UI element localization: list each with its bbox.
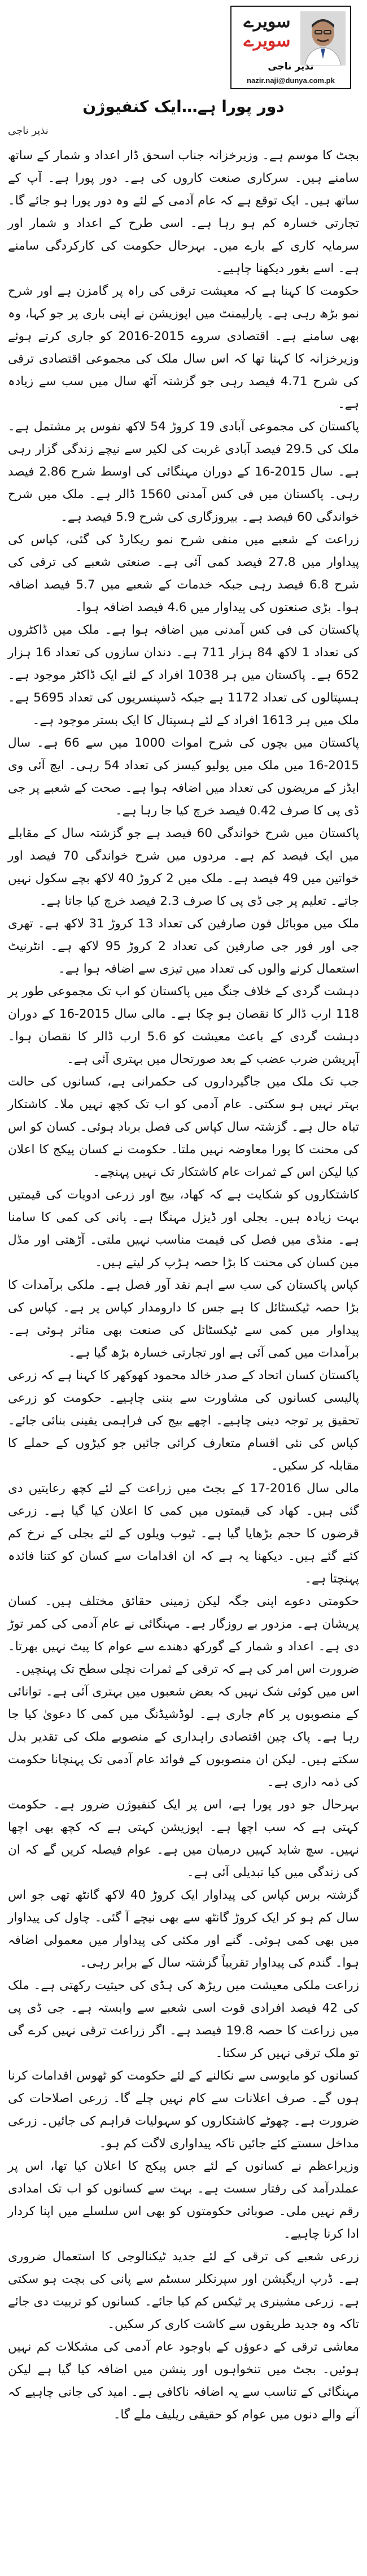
article-paragraph: معاشی ترقی کے دعوؤں کے باوجود عام آدمی کی مشکلات کم نہیں ہوئیں۔ بجٹ میں تنخواہوں اور پنشن میں اضافہ کیا گیا ہے لیکن مہنگائی کے تناسب سے یہ اضافہ ناکافی ہے۔ امید کی جانی چاہیے کہ آنے والے دنوں میں عوام کو حقیقی ریلیف ملے گا۔ <box>8 2340 359 2422</box>
article-paragraph: وزیراعظم نے کسانوں کے لئے جس پیکج کا اعلان کیا تھا، اس پر عملدرآمد کی رفتار سست ہے۔ بہت سے کسانوں کو اب تک امدادی رقم نہیں ملی۔ صوبائی حکومتوں کو بھی اس سلسلے میں اپنا کردار ادا کرنا چاہیے۔ <box>8 2159 359 2241</box>
article-paragraph: کپاس پاکستان کی سب سے اہم نقد آور فصل ہے۔ ملکی برآمدات کا بڑا حصہ ٹیکسٹائل کا ہے جس کا دارومدار کپاس پر ہے۔ کپاس کی پیداوار میں کمی سے ٹیکسٹائل کی صنعت بھی متاثر ہوئی ہے۔ برآمدات میں کمی آئی ہے اور تجارتی خسارہ بڑھ گیا ہے۔ <box>8 1278 359 1360</box>
author-portrait-icon <box>300 11 346 66</box>
article-paragraph: زراعت کے شعبے میں منفی شرح نمو ریکارڈ کی گئی، کپاس کی پیداوار میں 27.8 فیصد کمی آئی ہے۔ صنعتی شعبے کی ترقی کی شرح 6.8 فیصد رہی جبکہ خدمات کے شعبے میں 5.7 فیصد اضافہ ہوا۔ بڑی صنعتوں کی پیداوار میں 4.6 فیصد اضافہ ہوا۔ <box>8 533 360 614</box>
author-name: نذیر ناجی <box>268 61 314 72</box>
article-paragraph: گزشتہ برس کپاس کی پیداوار ایک کروڑ 40 لاکھ گانٹھ تھی جو اس سال کم ہو کر ایک کروڑ گانٹھ سے بھی نیچے آ گئی۔ چاول کی پیداوار میں بھی کمی ہوئی۔ گنے اور مکئی کی پیداوار میں معمولی اضافہ ہوا۔ گندم کی پیداوار تقریباً گزشتہ سال کے برابر رہی۔ <box>8 1888 359 1970</box>
article-paragraph: پاکستان میں شرح خواندگی 60 فیصد ہے جو گزشتہ سال کے مقابلے میں ایک فیصد کم ہے۔ مردوں میں شرح خواندگی 70 فیصد اور خواتین میں 49 فیصد ہے۔ ملک میں 2 کروڑ 40 لاکھ بچے سکول نہیں جاتے۔ تعلیم پر جی ڈی پی کا صرف 2.3 فیصد خرچ کیا جاتا ہے۔ <box>8 826 359 908</box>
article-paragraph: زراعت ملکی معیشت میں ریڑھ کی ہڈی کی حیثیت رکھتی ہے۔ ملک کی 42 فیصد افرادی قوت اسی شعبے سے وابستہ ہے۔ جی ڈی پی میں زراعت کا حصہ 19.8 فیصد ہے۔ اگر زراعت ترقی نہیں کرے گی تو ملک ترقی نہیں کر سکتا۔ <box>8 1978 359 2060</box>
article-paragraph: جب تک ملک میں جاگیرداروں کی حکمرانی ہے، کسانوں کی حالت بہتر نہیں ہو سکتی۔ عام آدمی کو اب تک کچھ نہیں ملا۔ کاشتکار تباہ حال ہے۔ گزشتہ سال کپاس کی فصل برباد ہوئی۔ کسان کو اس کی محنت کا پورا معاوضہ نہیں ملتا۔ حکومت نے کسان پیکج کا اعلان کیا لیکن اس کے ثمرات عام کاشتکار تک نہیں پہنچے۔ <box>8 1075 359 1179</box>
column-logo <box>236 12 298 58</box>
article-paragraph: پاکستان کی فی کس آمدنی میں اضافہ ہوا ہے۔ ملک میں ڈاکٹروں کی تعداد 1 لاکھ 84 ہزار 711 ہے۔ دندان سازوں کی تعداد 16 ہزار 652 ہے۔ پاکستان میں ہر 1038 افراد کے لئے ایک ڈاکٹر موجود ہے۔ ہسپتالوں کی تعداد 1172 ہے جبکہ ڈسپنسریوں کی تعداد 5695 ہے۔ ملک میں ہر 1613 افراد کے لئے ہسپتال کا ایک بستر موجود ہے۔ <box>8 623 359 727</box>
article-paragraph: پاکستان میں بچوں کی شرح اموات 1000 میں سے 66 ہے۔ سال 2015-16 میں ملک میں پولیو کیسز کی تعداد 54 رہی۔ ایچ آئی وی ایڈز کے مریضوں کی تعداد میں اضافہ ہوا ہے۔ صحت کے شعبے پر جی ڈی پی کا صرف 0.42 فیصد خرچ کیا جا رہا ہے۔ <box>8 736 360 818</box>
column-header <box>8 6 359 90</box>
article-paragraph: حکومت کا کہنا ہے کہ معیشت ترقی کی راہ پر گامزن ہے اور شرح نمو بڑھ رہی ہے۔ پارلیمنٹ میں اپوزیشن نے اپنی باری پر جو کہا، وہ بھی سامنے ہے۔ اقتصادی سروے 2015-2016 کو جاری کرتے ہوئے وزیرخزانہ کا کہنا تھا کہ اس سال ملک کی مجموعی اقتصادی ترقی کی شرح 4.71 فیصد رہی جو گزشتہ آٹھ سال میں سب سے زیادہ ہے۔ <box>8 284 360 411</box>
author-photo <box>300 11 346 66</box>
author-block <box>230 6 351 89</box>
article-paragraph: کسانوں کو مایوسی سے نکالنے کے لئے حکومت کو ٹھوس اقدامات کرنا ہوں گے۔ صرف اعلانات سے کام نہیں چلے گا۔ زرعی اصلاحات کی ضرورت ہے۔ چھوٹے کاشتکاروں کو سہولیات فراہم کی جائیں۔ زرعی مداخل سستے کئے جائیں تاکہ پیداواری لاگت کم ہو۔ <box>8 2069 359 2151</box>
article-paragraph: ملک میں موبائل فون صارفین کی تعداد 13 کروڑ 31 لاکھ ہے۔ تھری جی اور فور جی صارفین کی تعداد 2 کروڑ 95 لاکھ ہے۔ انٹرنیٹ استعمال کرنے والوں کی تعداد میں تیزی سے اضافہ ہوا ہے۔ <box>8 917 359 976</box>
author-email: nazir.naji@dunya.com.pk <box>247 76 335 85</box>
article-paragraph: بجٹ کا موسم ہے۔ وزیرخزانہ جناب اسحق ڈار اعداد و شمار کے ساتھ سامنے ہیں۔ سرکاری صنعت کاروں کی ہے۔ دور پورا ہے۔ آپ کے ساتھ ہیں۔ ایک توقع ہے کہ عام آدمی کے لئے وہ دور پورا ہو جائے گا۔ تجارتی خسارہ کم ہو رہا ہے۔ اسی طرح کے اعداد و شمار اور سرمایہ کاری کے بارے میں۔ بہرحال حکومت کی کارکردگی سامنے ہے۔ اسے بغور دیکھنا چاہیے۔ <box>8 149 359 276</box>
article-paragraph: پاکستان کسان اتحاد کے صدر خالد محمود کھوکھر کا کہنا ہے کہ زرعی پالیسی کسانوں کی مشاورت سے بننی چاہیے۔ حکومت کو زرعی تحقیق پر توجہ دینی چاہیے۔ اچھے بیج کی فراہمی یقینی بنائی جائے۔ کپاس کی نئی اقسام متعارف کرائی جائیں جو کیڑوں کے حملے کا مقابلہ کر سکیں۔ <box>8 1368 359 1473</box>
article-paragraph: حکومتی دعوے اپنی جگہ لیکن زمینی حقائق مختلف ہیں۔ کسان پریشان ہے۔ مزدور بے روزگار ہے۔ مہنگائی نے عام آدمی کی کمر توڑ دی ہے۔ اعداد و شمار کے گورکھ دھندے سے عوام کا پیٹ نہیں بھرتا۔ ضرورت اس امر کی ہے کہ ترقی کے ثمرات نچلی سطح تک پہنچیں۔ <box>8 1594 359 1676</box>
column-logo-top: سویرے <box>243 12 291 32</box>
article-paragraph: دہشت گردی کے خلاف جنگ میں پاکستان کو اب تک مجموعی طور پر 118 ارب ڈالر کا نقصان ہو چکا ہے۔ مالی سال 2015-16 کے دوران دہشت گردی کے باعث معیشت کو 5.6 ارب ڈالر کا نقصان ہوا۔ آپریشن ضرب عضب کے بعد صورتحال میں بہتری آئی ہے۔ <box>8 984 359 1066</box>
column-logo-bottom: سویرے <box>243 31 291 51</box>
article-paragraph: زرعی شعبے کی ترقی کے لئے جدید ٹیکنالوجی کا استعمال ضروری ہے۔ ڈرپ اریگیشن اور سپرنکلر سسٹم سے پانی کی بچت ہو سکتی ہے۔ زرعی مشینری پر ٹیکس کم کیا جائے۔ کسانوں کو تربیت دی جائے تاکہ وہ جدید طریقوں سے کاشت کاری کر سکیں۔ <box>8 2250 359 2331</box>
article-paragraph: پاکستان کی مجموعی آبادی 19 کروڑ 54 لاکھ نفوس پر مشتمل ہے۔ ملک کی 29.5 فیصد آبادی غربت کی لکیر سے نیچے زندگی گزار رہی ہے۔ سال 2015-16 کے دوران مہنگائی کی اوسط شرح 2.86 فیصد رہی۔ پاکستان میں فی کس آمدنی 1560 ڈالر ہے۔ ملک میں شرح خواندگی 60 فیصد ہے۔ بیروزگاری کی شرح 5.9 فیصد ہے۔ <box>8 420 359 524</box>
article-paragraph: اس میں کوئی شک نہیں کہ بعض شعبوں میں بہتری آئی ہے۔ توانائی کے منصوبوں پر کام جاری ہے۔ لوڈشیڈنگ میں کمی کا دعویٰ کیا جا رہا ہے۔ پاک چین اقتصادی راہداری کے منصوبے ملک کی تقدیر بدل سکتے ہیں۔ لیکن ان منصوبوں کے فوائد عام آدمی تک پہنچانا حکومت کی ذمہ داری ہے۔ <box>8 1685 359 1789</box>
article-paragraph: مالی سال 2016-17 کے بجٹ میں زراعت کے لئے کچھ رعایتیں دی گئی ہیں۔ کھاد کی قیمتوں میں کمی کا اعلان کیا گیا ہے۔ زرعی قرضوں کا حجم بڑھایا گیا ہے۔ ٹیوب ویلوں کے لئے بجلی کے نرخ کم کئے گئے ہیں۔ دیکھنا یہ ہے کہ ان اقدامات سے کسان کو کتنا فائدہ پہنچتا ہے۔ <box>8 1481 359 1586</box>
article-byline: نذیر ناجی <box>8 125 49 137</box>
article-headline: دور پورا ہے…ایک کنفیوژن <box>82 97 285 116</box>
article-body <box>8 145 359 2426</box>
article-paragraph: بہرحال جو دور پورا ہے، اس پر ایک کنفیوژن ضرور ہے۔ حکومت کہتی ہے کہ سب اچھا ہے۔ اپوزیشن کہتی ہے کہ کچھ بھی اچھا نہیں۔ سچ شاید کہیں درمیان میں ہے۔ عوام فیصلہ کریں گے کہ ان کی زندگی میں کیا تبدیلی آئی ہے۔ <box>8 1798 359 1880</box>
article-paragraph: کاشتکاروں کو شکایت ہے کہ کھاد، بیج اور زرعی ادویات کی قیمتیں بہت زیادہ ہیں۔ بجلی اور ڈیزل مہنگا ہے۔ پانی کی کمی کا سامنا ہے۔ منڈی میں فصل کی قیمت مناسب نہیں ملتی۔ آڑھتی اور مڈل مین کسان کی محنت کا بڑا حصہ ہڑپ کر لیتے ہیں۔ <box>8 1188 359 1270</box>
